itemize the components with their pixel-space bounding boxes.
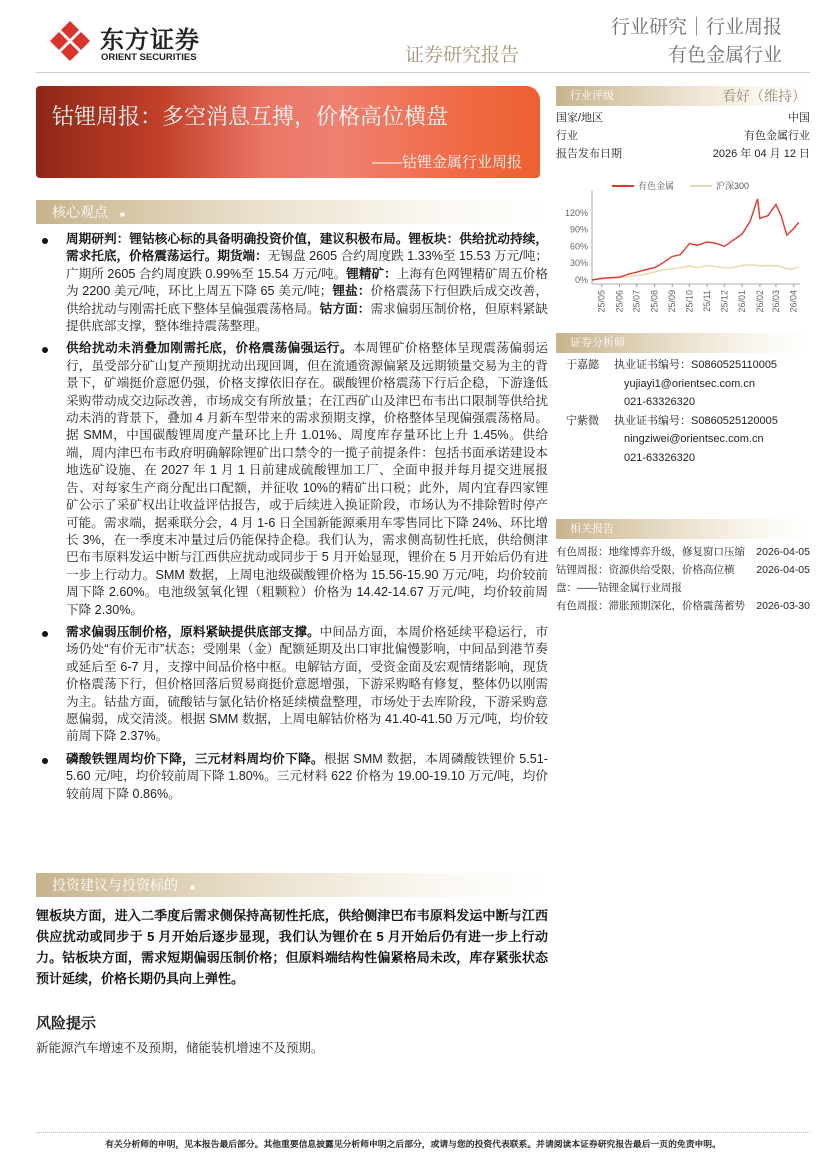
x-tick-label: 26/02	[754, 290, 765, 313]
section-heading: 投资建议与投资标的	[52, 877, 178, 893]
analyst-cert: 执业证书编号：S0860525110005	[614, 359, 778, 371]
analyst-phone: 021-63326320	[624, 451, 695, 464]
core-views-body	[36, 231, 548, 808]
legend-label: 有色金属	[638, 181, 675, 191]
header-divider	[36, 72, 810, 73]
analyst-email[interactable]: ningziwei@orientsec.com.cn	[624, 433, 764, 445]
point-text: 价格震荡下行但跌后成交改善，供给扰动与刚需托底下整体呈偏强震荡格局。	[66, 284, 548, 316]
info-row	[556, 127, 810, 145]
info-key: 报告发布日期	[556, 148, 622, 160]
info-value: 有色金属行业	[744, 130, 810, 142]
report-type: 行业研究｜行业周报	[610, 17, 782, 38]
related-heading: 相关报告	[570, 523, 614, 535]
risk-text: 新能源汽车增速不及预期，储能装机增速不及预期。	[36, 1041, 324, 1055]
info-value: 中国	[788, 112, 810, 124]
point-bold-text: 锂盐：	[332, 284, 371, 299]
core-point	[36, 624, 548, 746]
x-tick-label: 25/09	[667, 290, 678, 313]
point-bold-text: 钴方面：	[319, 301, 371, 316]
related-report[interactable]	[556, 543, 810, 561]
related-date: 2026-03-30	[756, 600, 810, 612]
series-line-沪深300	[592, 265, 799, 280]
related-reports-panel	[556, 519, 810, 615]
y-tick-label: 0%	[574, 275, 588, 285]
analyst-phone: 021-63326320	[624, 396, 695, 408]
point-text: 本周锂矿价格整体呈现震荡偏弱运行，虽受部分矿山复产预期扰动出现回调，但在流通资源偏紧及远期锁量交易为主的背景下，矿端挺价意愿仍强，价格支撑依旧存在。碳酸锂价格震荡下行后企稳，下游逢低采购带动成交边际改善，市场成交有所放量；在江西矿山及津巴布韦出口限制等供给扰动未消的背景下，叠加 4 月新车型带来的需求预期支撑，价格整体呈现偏强震荡格局。据 SMM，中国碳酸锂周度产量环比上升 1.01%、周度库存量环比上升 1.45%。供给端，周内津巴布韦政府明确解除锂矿出口禁令的一揽子前提条件：包括书面承诺建设本地选矿设施、在 2027 年 1 月 1 日前建成硫酸锂加工厂、全面申报并每月提交进展报告、对每家生产商分配出口配额，并征收 10%的精矿出口税；此外，周内宜春四家锂矿公示了采矿权出让收益评估报告，或于后续进入换证阶段，市场认为不排除暂时停产可能。需求端，据乘联分会，4 月 1-6 日全国新能源乘用车零售同比下降 24%、环比增长 3%，在一季度末冲量过后仍能保持企稳。我们认为，需求侧高韧性托底，供给侧津巴布韦原料发运中断与江西供应扰动或同步于 5 月开始显现，锂价在 5 月开始后仍有进一步上行动力。SMM 数据，上周电池级碳酸锂价格为 15.56-15.90 万元/吨，均价较前周下降 2.60%。电池级氢氧化锂（粗颗粒）价格为 14.42-14.67 万元/吨，均价较前周下降 2.30%。	[66, 341, 548, 617]
bullet-icon	[42, 631, 48, 637]
analyst-heading: 证券分析师	[570, 337, 625, 349]
section-heading: 核心观点	[52, 204, 108, 220]
x-tick-label: 25/07	[631, 290, 642, 313]
x-tick-label: 25/05	[596, 290, 607, 313]
bullet-icon	[42, 347, 48, 353]
analyst-entry	[556, 356, 810, 375]
info-value: 2026 年 04 月 12 日	[712, 148, 810, 160]
point-text: 上海有色网锂精矿周五价格为 2200 美元/吨，环比上周五下降 65 美元/吨；	[66, 266, 548, 299]
x-tick-label: 25/10	[684, 290, 695, 313]
section-core-views: 核心观点 ■	[36, 200, 548, 224]
bullet-icon	[42, 758, 48, 764]
info-row	[556, 145, 810, 163]
legend-label: 沪深300	[716, 181, 750, 191]
report-title: 钴锂周报：多空消息互搏，价格高位横盘	[52, 104, 449, 129]
industry-title: 有色金属行业	[667, 45, 782, 66]
related-date: 2026-04-05	[756, 546, 810, 558]
y-tick-label: 60%	[569, 241, 588, 252]
point-bold-text: 磷酸铁锂周均价下降，三元材料周均价下降。	[66, 751, 324, 766]
core-point	[36, 231, 548, 335]
bullet-icon	[42, 238, 48, 244]
title-banner	[36, 86, 540, 178]
core-point	[36, 751, 548, 803]
point-text: 需求偏弱压制价格，但原料紧缺提供底部支撑，整体维持震荡整理。	[66, 301, 549, 334]
footer-divider	[36, 1132, 810, 1133]
core-point	[36, 340, 548, 619]
investment-text: 锂板块方面，进入二季度后需求侧保持高韧性托底，供给侧津巴布韦原料发运中断与江西供应扰动或同步于 5 月开始后逐步显现，我们认为锂价在 5 月开始后仍有进一步上行动力。钴板块方面，需求短期偏弱压制价格；但原料端结构性偏紧格局未改，库存紧张状态预计延续，价格长期仍具向上弹性。	[36, 908, 548, 986]
risk-heading: 风险提示	[36, 1015, 97, 1032]
point-bold-text: 需求偏弱压制价格，原料紧缺提供底部支撑。	[66, 624, 320, 639]
analyst-cert: 执业证书编号：S0860525120005	[614, 414, 778, 427]
x-tick-label: 26/03	[770, 290, 781, 313]
y-tick-label: 90%	[569, 224, 588, 235]
point-text: 根据 SMM 数据，本周磷酸铁锂价 5.51-5.60 元/吨，均价较前周下降 1.80%。三元材料 622 价格为 19.00-19.10 万元/吨，均价较前周下降 0.86%。	[66, 751, 548, 801]
related-title[interactable]: 钴锂周报：资源供给受限，价格高位横盘：——钴锂金属行业周报	[556, 564, 735, 594]
analyst-name: 宁紫微	[566, 414, 599, 427]
orient-logo-icon	[48, 18, 92, 64]
related-date: 2026-04-05	[756, 564, 810, 576]
x-tick-label: 25/06	[614, 290, 625, 313]
info-row	[556, 109, 810, 127]
footer-disclaimer: 有关分析师的申明，见本报告最后部分。其他重要信息披露见分析师申明之后部分，或请与您的投资代表联系。并请阅读本证券研究报告最后一页的免责申明。	[105, 1139, 721, 1149]
point-text: 无锡盘 2605 合约周度跌 1.33%至 15.53 万元/吨；广期所 2605 合约周度跌 0.99%至 15.54 万元/吨。	[66, 249, 548, 281]
y-tick-label: 120%	[564, 207, 588, 218]
company-logo	[48, 18, 228, 66]
performance-chart	[556, 176, 810, 326]
related-report[interactable]	[556, 597, 810, 615]
report-series: 证券研究报告	[405, 45, 520, 66]
x-tick-label: 25/08	[649, 290, 660, 313]
rating-label: 行业评级	[570, 90, 614, 102]
rating-bar	[556, 86, 810, 106]
point-text: 中间品方面，本周价格延续平稳运行，市场仍处“有价无市”状态；受刚果（金）配额延期及出口审批偏慢影响，中间品到港节奏或延后至 6-7 月，支撑中间品价格中枢。电解钴方面，受资金面及宏观情绪影响，现货价格震荡下行，但价格回落后贸易商挺价意愿增强，下游采购略有修复，整体仍以刚需为主。钴盐方面，硫酸钴与氯化钴价格延续横盘整理，市场处于去库阶段，下游采购意愿偏弱，成交清淡。根据 SMM 数据，上周电解钴价格为 41.40-41.50 万元/吨，均价较前周下降 2.37%。	[66, 624, 549, 744]
point-bold-text: 周期研判：锂钴核心标的具备明确投资价值，建议积极布局。锂板块：供给扰动持续，需求托底，价格震荡运行。期货端：	[66, 232, 548, 264]
info-key: 行业	[556, 130, 578, 142]
rating-panel	[556, 86, 810, 163]
brand-name-cn: 东方证券	[100, 27, 200, 54]
report-subtitle: ——钴锂金属行业周报	[371, 154, 522, 171]
related-title[interactable]: 有色周报：地缘博弈升级，修复窗口压缩	[556, 546, 745, 558]
related-bar	[556, 519, 810, 539]
analyst-email[interactable]: yujiayi1@orientsec.com.cn	[624, 377, 755, 390]
analyst-panel	[556, 333, 810, 467]
point-bold-text: 锂精矿：	[346, 266, 397, 281]
related-title[interactable]: 有色周报：滞胀预期深化，价格震荡蓄势	[556, 600, 745, 612]
info-key: 国家/地区	[556, 112, 604, 124]
point-bold-text: 供给扰动未消叠加刚需托底，价格震荡偏强运行。	[66, 341, 353, 356]
analyst-bar	[556, 333, 810, 353]
x-tick-label: 26/01	[737, 290, 748, 313]
analyst-entry	[556, 412, 810, 431]
analyst-name: 于嘉懿	[566, 359, 599, 371]
related-report[interactable]	[556, 561, 810, 597]
section-investment: 投资建议与投资标的 ■	[36, 873, 548, 897]
rating-value: 看好（维持）	[722, 88, 806, 104]
x-tick-label: 25/11	[702, 290, 713, 312]
brand-name-en: ORIENT SECURITIES	[101, 52, 197, 63]
x-tick-label: 25/12	[719, 290, 730, 313]
x-tick-label: 26/04	[788, 290, 799, 313]
y-tick-label: 30%	[569, 258, 588, 269]
